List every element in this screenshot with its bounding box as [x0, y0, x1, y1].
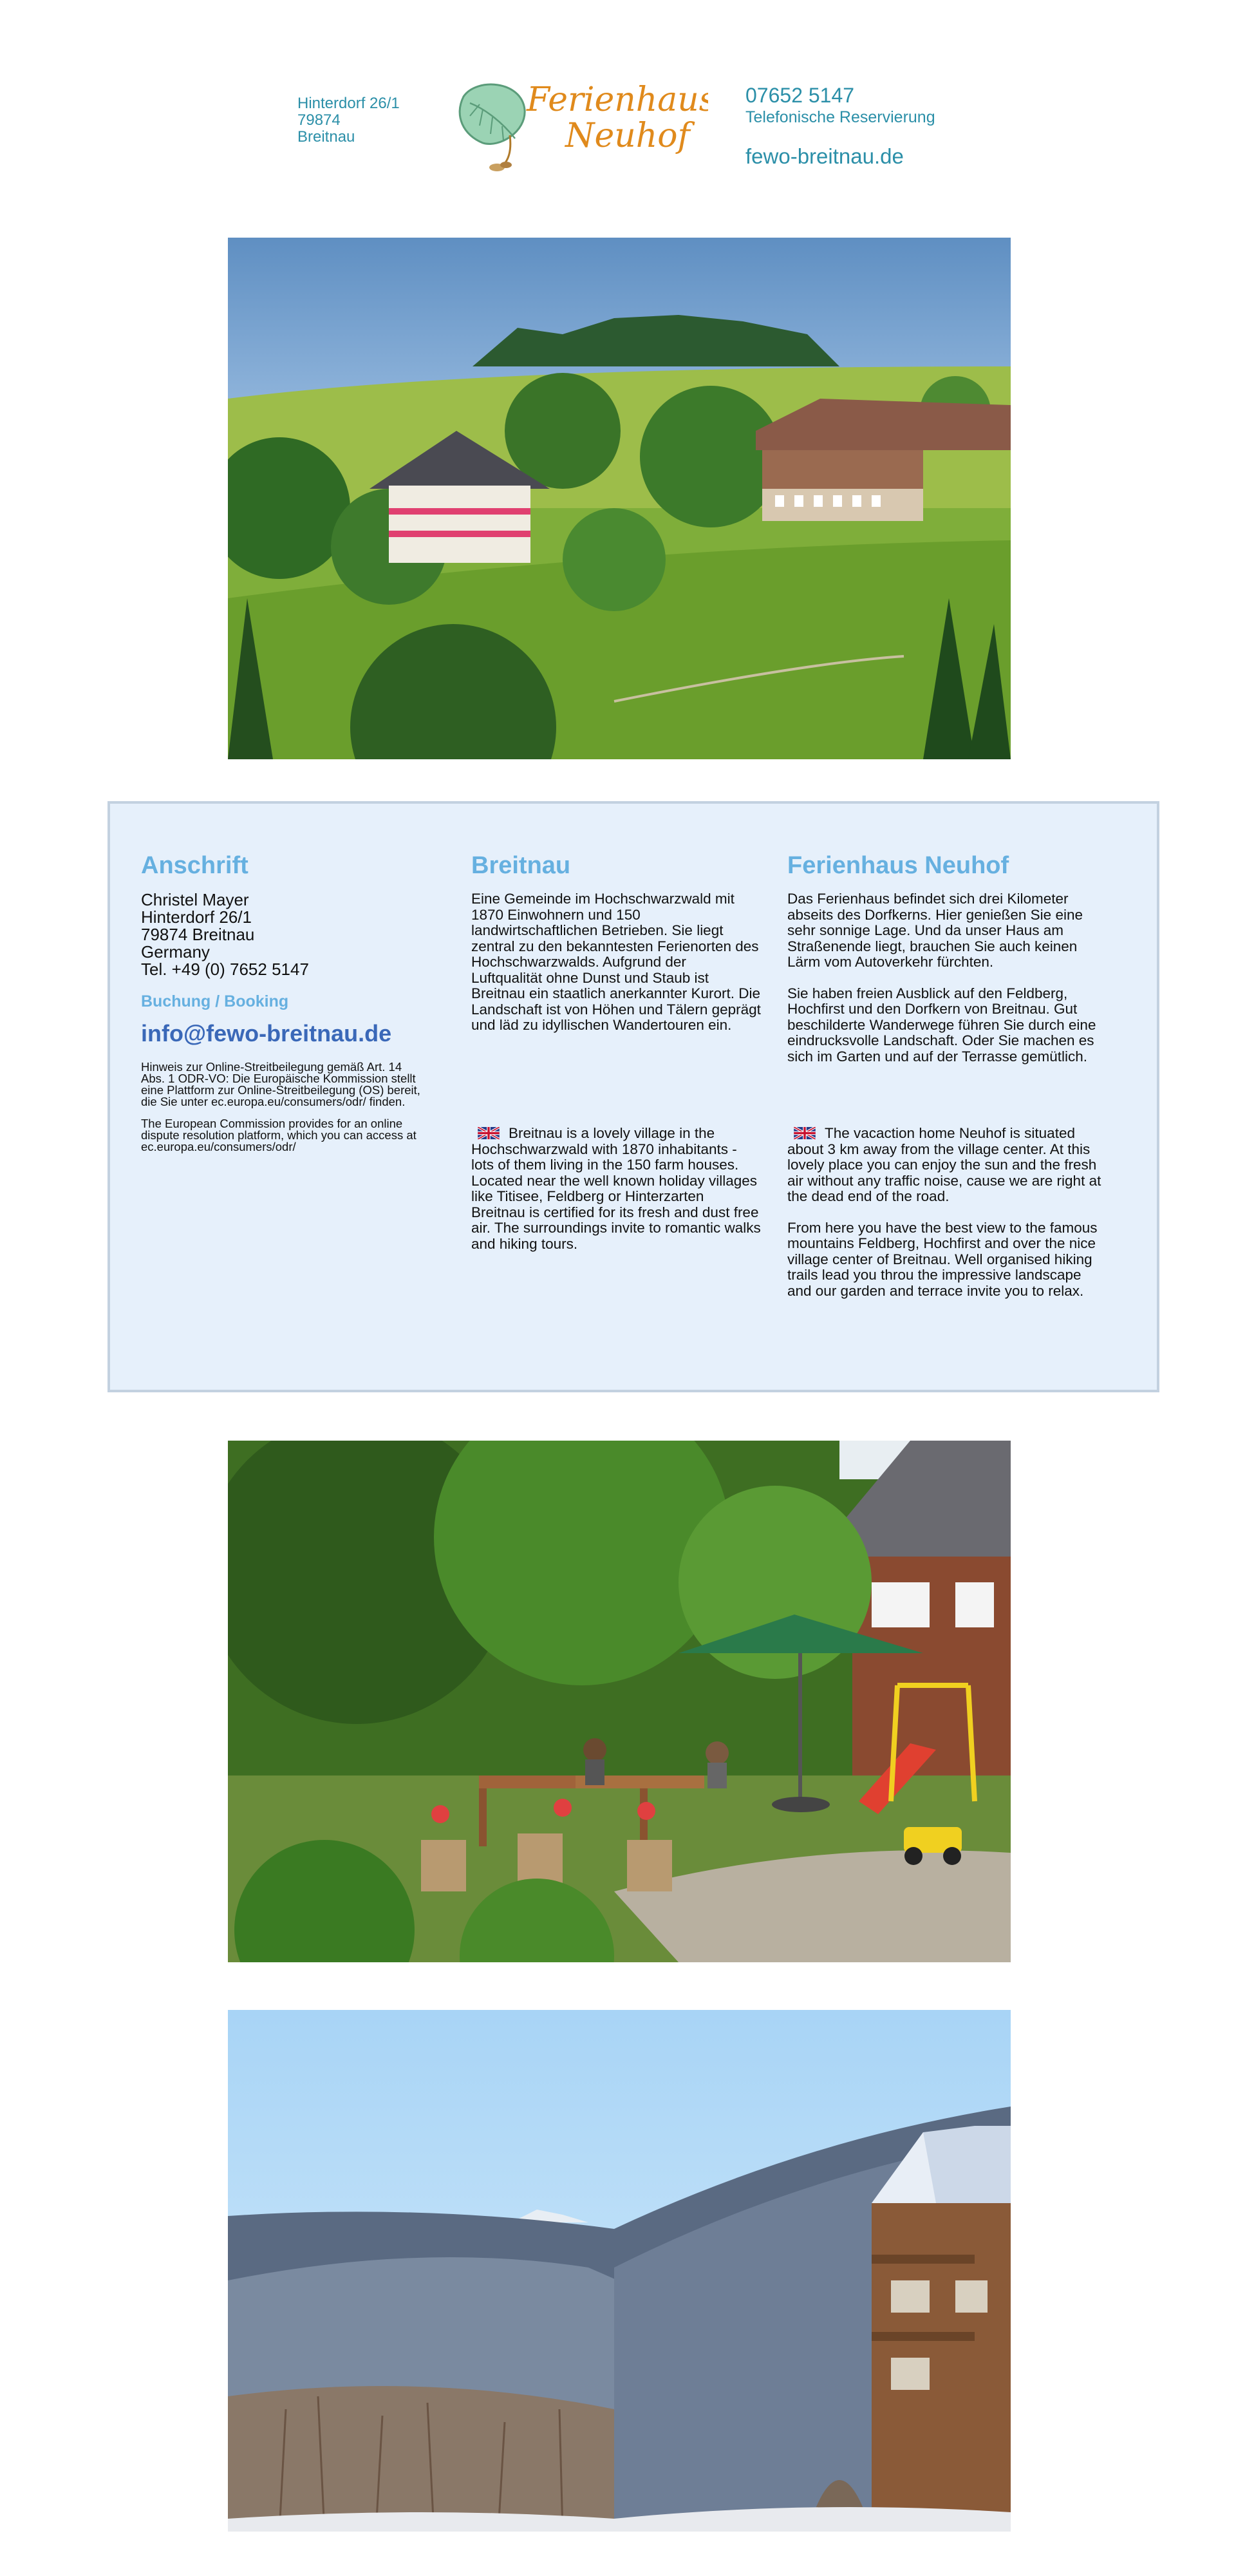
- contact-street: Hinterdorf 26/1: [141, 907, 252, 927]
- ferienhaus-text-de-2: Sie haben freien Ausblick auf den Feldberg, Hochfirst und den Dorfkern von Breitnau. Gut beschilderte Wanderwege führen Sie durch eine eindrucksvolle Landschaft. Oder Sie machen es sich im Garten und auf der Terrasse gemütlich.: [787, 985, 1096, 1065]
- ferienhaus-text-en-1: The vacaction home Neuhof is situated about 3 km away from the village center. At this lovely place you can enjoy the sun and the fresh air without any traffic noise, cause we are right at the dead end of the road.: [787, 1125, 1101, 1205]
- logo-text-2: Neuhof: [565, 117, 690, 155]
- uk-flag-icon: [478, 1127, 500, 1139]
- header-address-zip: 79874: [297, 111, 341, 129]
- ferienhaus-text-de-1: Das Ferienhaus befindet sich drei Kilometer abseits des Dorfkerns. Hier genießen Sie eine sehr sonnige Lage. Und da unser Haus am Straßenende liegt, brauchen Sie auch keinen Lärm vom Autoverkehr fürchten.: [787, 891, 1083, 970]
- contact-heading: Anschrift: [141, 852, 248, 879]
- uk-flag-icon: [794, 1127, 816, 1139]
- info-box: [108, 801, 1159, 1392]
- breitnau-column: [471, 851, 761, 1252]
- booking-label: Buchung / Booking: [141, 992, 289, 1010]
- header-reservation-label: Telefonische Reservierung: [745, 108, 935, 126]
- contact-phone: Tel. +49 (0) 7652 5147: [141, 960, 309, 979]
- logo-text-1: Ferienhaus: [527, 80, 708, 119]
- contact-city: 79874 Breitnau: [141, 925, 255, 944]
- site-logo[interactable]: [451, 71, 708, 174]
- header-address-street: Hinterdorf 26/1: [297, 95, 400, 112]
- breitnau-heading: Breitnau: [471, 852, 571, 879]
- photo-farmhouse-summer: [228, 238, 1011, 759]
- photo-garden-terrace: [228, 1441, 1011, 1962]
- contact-column: [141, 851, 424, 1153]
- contact-address: [141, 891, 424, 978]
- ferienhaus-column: [787, 851, 1109, 1299]
- ferienhaus-heading: Ferienhaus Neuhof: [787, 852, 1009, 879]
- header-address: [297, 95, 426, 146]
- ferienhaus-en-block: [787, 1126, 1109, 1299]
- leaf-logo-icon: [460, 84, 525, 171]
- ferienhaus-text-en-2: From here you have the best view to the famous mountains Feldberg, Hochfirst and over the nice village center of Breitnau. Well organised hiking trails lead you throu the impressive landscape and our garden and terrace invite you to relax.: [787, 1219, 1098, 1299]
- breitnau-text-de: Eine Gemeinde im Hochschwarzwald mit 1870 Einwohnern und 150 landwirtschaftlichen Betrieben. Sie liegt zentral zu den bekanntesten Ferienorten des Hochschwarzwalds. Aufgrund der Luftqualität ohne Dunst und Staub ist Breitnau ein staatlich anerkannter Kurort. Die Landschaft ist von Höhen und Tälern geprägt und läd zu idyllischen Wandertouren ein.: [471, 891, 761, 1033]
- contact-name: Christel Mayer: [141, 890, 249, 909]
- booking-email-link[interactable]: info@fewo-breitnau.de: [141, 1020, 392, 1046]
- photo-winter-valley: [228, 2010, 1011, 2532]
- header-phone[interactable]: 07652 5147: [745, 84, 855, 107]
- breitnau-text-en: Breitnau is a lovely village in the Hochschwarzwald with 1870 inhabitants - lots of them living in the 150 farm houses. Located near the well known holiday villages like Titisee, Feldberg or Hinterzarten Breitnau is certified for its fresh and dust free air. The surroundings invite to romantic walks and hiking tours.: [471, 1125, 761, 1252]
- header-website-link[interactable]: fewo-breitnau.de: [745, 144, 904, 168]
- odr-notice-de: Hinweis zur Online-Streitbeilegung gemäß Art. 14 Abs. 1 ODR-VO: Die Europäische Kommission stellt eine Plattform zur Online-Streitbeilegung (OS) bereit, die Sie unter ec.europa.eu/consumers/odr/ finden.: [141, 1060, 420, 1108]
- contact-country: Germany: [141, 942, 210, 961]
- breitnau-en-block: [471, 1126, 761, 1252]
- odr-notice-en: The European Commission provides for an online dispute resolution platform, which you can access at ec.europa.eu/consumers/odr/: [141, 1117, 417, 1153]
- header-address-city: Breitnau: [297, 128, 355, 146]
